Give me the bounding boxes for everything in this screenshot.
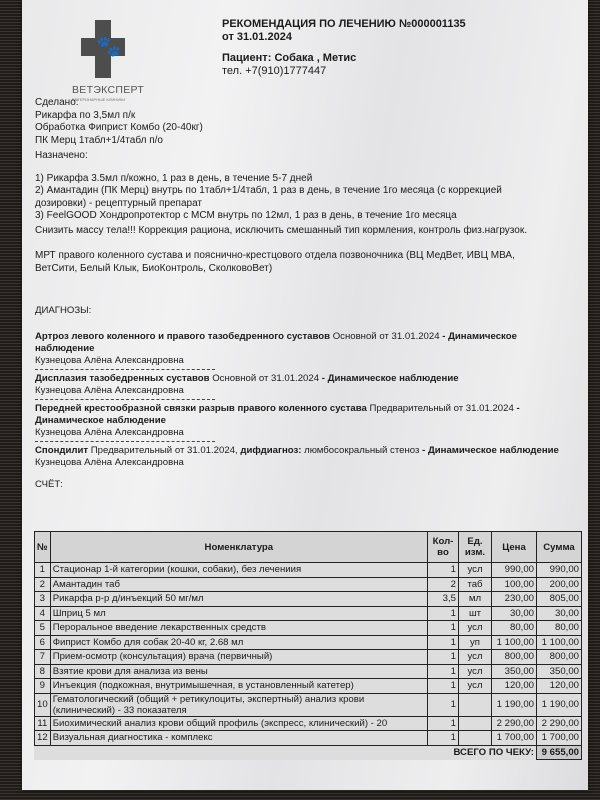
item-unit: таб <box>459 577 492 592</box>
done-item: ПК Мерц 1табл+1/4табл п/о <box>35 134 163 146</box>
cross-paw-icon: 🐾 <box>81 20 123 80</box>
item-unit: мл <box>459 592 492 607</box>
item-name: Инъекция (подкожная, внутримышечная, в установленный катетер) <box>50 679 427 694</box>
row-number: 10 <box>35 693 51 716</box>
item-qty: 1 <box>428 679 459 694</box>
item-unit: усл <box>459 563 492 578</box>
prescribed-item: 2) Амантадин (ПК Мерц) внутрь по 1табл+1/4табл, 1 раз в день, в течение 1го месяца (с коррекцией дозировки) - рецептурный препарат <box>35 185 502 209</box>
item-unit: уп <box>459 635 492 650</box>
diagnosis-extra: люмбосокральный стеноз <box>304 445 420 456</box>
table-row <box>35 693 582 716</box>
prescribed-item: 3) FeelGOOD Хондропротектор с МСМ внутрь по 12мл, 1 раз в день, в течение 1го месяца <box>35 210 457 221</box>
row-number: 9 <box>35 679 51 694</box>
prescribed-title: Назначено: <box>35 150 88 161</box>
item-unit: шт <box>459 606 492 621</box>
item-price: 30,00 <box>492 606 537 621</box>
doctor-name: Кузнецова Алёна Александровна <box>35 427 184 438</box>
diagnosis-item <box>35 331 575 370</box>
item-name: Амантадин таб <box>50 577 427 592</box>
item-sum: 80,00 <box>537 621 582 636</box>
divider <box>35 369 215 370</box>
row-number: 11 <box>35 716 51 731</box>
item-qty: 1 <box>428 731 459 746</box>
total-row <box>35 745 582 760</box>
divider <box>35 399 215 400</box>
item-qty: 1 <box>428 635 459 650</box>
col-unit: Ед. изм. <box>459 532 492 563</box>
clinic-subtitle: ВЕТЕРИНАРНЫЕ КЛИНИКИ <box>72 97 126 102</box>
item-name: Взятие крови для анализа из вены <box>50 664 427 679</box>
item-price: 100,00 <box>492 577 537 592</box>
item-qty: 1 <box>428 716 459 731</box>
table-row <box>35 606 582 621</box>
table-row <box>35 577 582 592</box>
clinic-name: ВЕТЭКСПЕРТ <box>72 84 145 96</box>
divider <box>35 441 215 442</box>
diagnosis-plan: - Динамическое наблюдение <box>35 403 520 426</box>
table-row <box>35 679 582 694</box>
item-unit <box>459 731 492 746</box>
diagnosis-extra-label: дифдиагноз: <box>240 445 302 456</box>
item-sum: 350,00 <box>537 664 582 679</box>
recommendation-note: Снизить массу тела!!! Коррекция рациона, исключить смешанный тип кормления, контроль физ.нагрузок. <box>35 225 527 236</box>
document-sheet <box>22 0 588 790</box>
row-number: 12 <box>35 731 51 746</box>
diagnosis-plan: - Динамическое наблюдение <box>321 373 459 384</box>
diagnosis-item <box>35 403 575 442</box>
item-qty: 1 <box>428 563 459 578</box>
invoice-table <box>34 531 582 760</box>
item-name: Визуальная диагностика - комплекс <box>50 731 427 746</box>
item-name: Биохимический анализ крови общий профиль (экспресс, клинический) - 20 <box>50 716 427 731</box>
mri-note: МРТ правого коленного сустава и пояснично-крестцового отдела позвоночника (ВЦ МедВет, ИВЦ МВА, ВетСити, Белый Клык, БиоКонтроль, СколковоВет) <box>35 250 515 274</box>
item-name: Гематологический (общий + ретикулоциты, экспертный) анализ крови (клинический) - 33 показателя <box>50 693 427 716</box>
item-price: 80,00 <box>492 621 537 636</box>
diagnosis-type: Основной от 31.01.2024 <box>332 331 440 342</box>
item-qty: 1 <box>428 664 459 679</box>
prescribed-section <box>35 150 555 223</box>
item-qty: 1 <box>428 606 459 621</box>
table-row <box>35 592 582 607</box>
item-name: Пероральное введение лекарственных средств <box>50 621 427 636</box>
item-price: 1 700,00 <box>492 731 537 746</box>
row-number: 6 <box>35 635 51 650</box>
title-text: РЕКОМЕНДАЦИЯ ПО ЛЕЧЕНИЮ №000001135 <box>222 18 466 30</box>
item-sum: 800,00 <box>537 650 582 665</box>
item-unit: усл <box>459 679 492 694</box>
diagnoses-section <box>35 305 575 491</box>
item-price: 1 190,00 <box>492 693 537 716</box>
diagnosis-name: Спондилит <box>35 445 89 456</box>
item-unit: усл <box>459 650 492 665</box>
table-row <box>35 716 582 731</box>
item-sum: 1 700,00 <box>537 731 582 746</box>
item-sum: 200,00 <box>537 577 582 592</box>
table-row <box>35 664 582 679</box>
item-unit <box>459 716 492 731</box>
table-row <box>35 731 582 746</box>
patient-info <box>222 52 356 78</box>
table-header <box>35 532 582 563</box>
diagnosis-type: Предварительный от 31.01.2024 <box>369 403 514 414</box>
table-row <box>35 650 582 665</box>
diagnosis-plan: - Динамическое наблюдение <box>422 445 559 456</box>
table-row <box>35 635 582 650</box>
item-qty: 3,5 <box>428 592 459 607</box>
diagnosis-type: Основной от 31.01.2024 <box>212 373 320 384</box>
item-qty: 1 <box>428 650 459 665</box>
item-qty: 2 <box>428 577 459 592</box>
title-date: от 31.01.2024 <box>222 31 292 43</box>
item-sum: 30,00 <box>537 606 582 621</box>
total-label: ВСЕГО ПО ЧЕКУ: <box>453 747 534 758</box>
doctor-name: Кузнецова Алёна Александровна <box>35 355 184 366</box>
item-qty: 1 <box>428 693 459 716</box>
col-name: Номенклатура <box>50 532 427 563</box>
diagnosis-name: Дисплазия тазобедренных суставов <box>35 373 210 384</box>
table-row <box>35 563 582 578</box>
phone: тел. +7(910)1777447 <box>222 65 327 77</box>
item-price: 2 290,00 <box>492 716 537 731</box>
diagnosis-type: Предварительный от 31.01.2024, <box>90 445 238 456</box>
diagnosis-plan: - Динамическое наблюдение <box>35 331 517 354</box>
item-price: 350,00 <box>492 664 537 679</box>
item-unit: усл <box>459 664 492 679</box>
item-sum: 990,00 <box>537 563 582 578</box>
item-unit <box>459 693 492 716</box>
done-section <box>35 97 203 147</box>
patient-value: Собака , Метис <box>274 52 357 64</box>
col-number: № <box>35 532 51 563</box>
item-price: 120,00 <box>492 679 537 694</box>
row-number: 3 <box>35 592 51 607</box>
doctor-name: Кузнецова Алёна Александровна <box>35 457 184 468</box>
item-unit: усл <box>459 621 492 636</box>
diagnoses-title: ДИАГНОЗЫ: <box>35 305 92 316</box>
item-sum: 805,00 <box>537 592 582 607</box>
item-qty: 1 <box>428 621 459 636</box>
diagnosis-name: Передней крестообразной связки разрыв правого коленного сустава <box>35 403 367 414</box>
item-price: 990,00 <box>492 563 537 578</box>
row-number: 5 <box>35 621 51 636</box>
item-price: 800,00 <box>492 650 537 665</box>
row-number: 7 <box>35 650 51 665</box>
item-name: Шприц 5 мл <box>50 606 427 621</box>
row-number: 1 <box>35 563 51 578</box>
done-item: Обработка Фиприст Комбо (20-40кг) <box>35 122 203 133</box>
col-price: Цена <box>492 532 537 563</box>
item-price: 1 100,00 <box>492 635 537 650</box>
diagnosis-item <box>35 373 575 400</box>
done-title: Сделано: <box>35 97 79 108</box>
prescribed-item: 1) Рикарфа 3.5мл п/кожно, 1 раз в день, в течение 5-7 дней <box>35 172 313 184</box>
item-name: Рикарфа р-р д/инъекций 50 мг/мл <box>50 592 427 607</box>
row-number: 2 <box>35 577 51 592</box>
done-item: Рикарфа по 3,5мл п/к <box>35 109 136 121</box>
item-price: 230,00 <box>492 592 537 607</box>
item-name: Прием-осмотр (консультация) врача (первичный) <box>50 650 427 665</box>
table-row <box>35 621 582 636</box>
document-title <box>222 18 466 44</box>
col-sum: Сумма <box>537 532 582 563</box>
row-number: 8 <box>35 664 51 679</box>
row-number: 4 <box>35 606 51 621</box>
patient-label: Пациент: <box>222 52 272 64</box>
diagnosis-item <box>35 445 575 469</box>
total-value: 9 655,00 <box>537 745 582 760</box>
doctor-name: Кузнецова Алёна Александровна <box>35 385 184 396</box>
item-sum: 1 190,00 <box>537 693 582 716</box>
item-sum: 1 100,00 <box>537 635 582 650</box>
item-sum: 120,00 <box>537 679 582 694</box>
invoice-title: СЧЁТ: <box>35 479 63 490</box>
item-name: Фиприст Комбо для собак 20-40 кг, 2.68 мл <box>50 635 427 650</box>
item-name: Стационар 1-й категории (кошки, собаки), без лечениия <box>50 563 427 578</box>
diagnosis-name: Артроз левого коленного и правого тазобедренного суставов <box>35 331 331 342</box>
col-qty: Кол-во <box>428 532 459 563</box>
item-sum: 2 290,00 <box>537 716 582 731</box>
